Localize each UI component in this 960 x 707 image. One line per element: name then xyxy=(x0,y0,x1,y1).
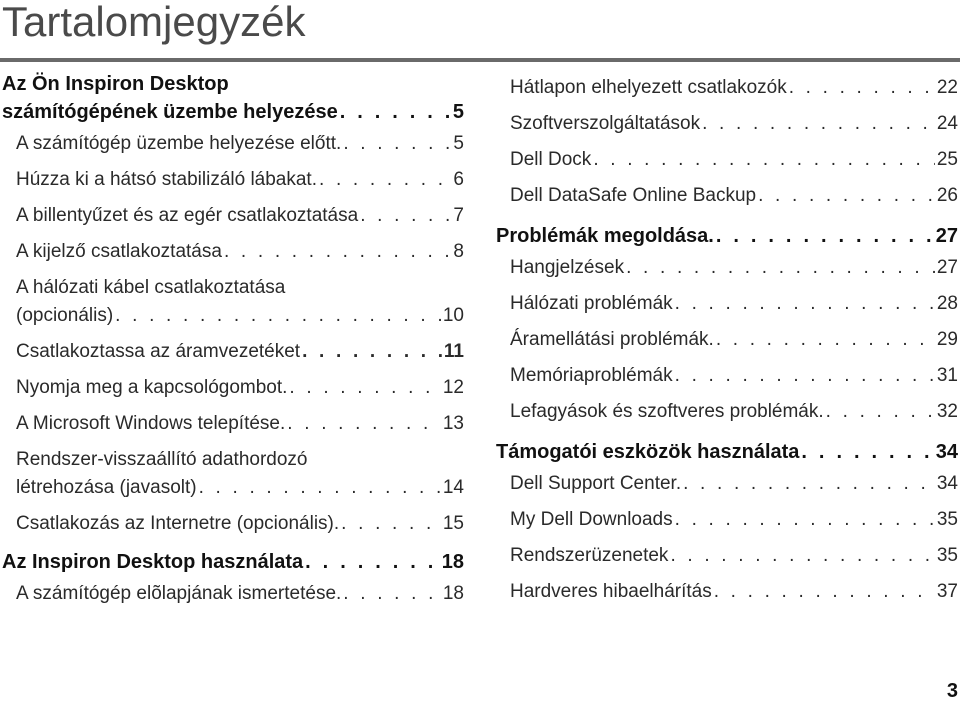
toc-entry[interactable] xyxy=(496,178,958,214)
toc-entry-line xyxy=(16,162,464,198)
toc-page-number: 14 xyxy=(442,477,464,498)
toc-entry-line xyxy=(2,98,464,126)
toc-entry-label: A Microsoft Windows telepítése. xyxy=(16,413,286,434)
toc-page-number: 32 xyxy=(936,401,958,422)
toc-entry[interactable] xyxy=(2,198,464,234)
toc-page-number: 26 xyxy=(936,185,958,206)
toc-entry-line xyxy=(16,234,464,270)
toc-section-entry[interactable] xyxy=(2,70,464,126)
toc-page-number: 18 xyxy=(442,583,464,604)
toc-section-entry[interactable] xyxy=(496,438,958,466)
toc-entry[interactable] xyxy=(2,126,464,162)
toc-entry-label: Az Inspiron Desktop használata xyxy=(2,551,304,573)
toc-entry-line xyxy=(16,474,464,502)
page-title: Tartalomjegyzék xyxy=(2,0,306,45)
toc-page-number: 34 xyxy=(935,441,958,463)
page-number: 3 xyxy=(946,680,958,702)
dot-leader xyxy=(626,250,935,286)
dot-leader xyxy=(115,302,441,330)
toc-entry-line xyxy=(510,502,958,538)
toc-entry-label: létrehozása (javasolt) xyxy=(16,477,197,498)
toc-entry-line xyxy=(16,406,464,442)
toc-entry-label: számítógépének üzembe helyezése xyxy=(2,101,338,123)
dot-leader xyxy=(789,70,935,106)
toc-entry[interactable] xyxy=(496,322,958,358)
dot-leader xyxy=(341,506,441,542)
toc-entry-line xyxy=(510,574,958,610)
toc-entry-line xyxy=(16,370,464,406)
toc-entry[interactable] xyxy=(2,442,464,506)
toc-entry-line-wrapped xyxy=(16,446,464,474)
dot-leader xyxy=(758,178,935,214)
toc-entry-line xyxy=(16,334,464,370)
toc-page-number: 8 xyxy=(453,241,464,262)
toc-page-number: 13 xyxy=(442,413,464,434)
dot-leader xyxy=(675,286,935,322)
dot-leader xyxy=(801,438,933,466)
toc-entry-line xyxy=(510,106,958,142)
toc-entry-line xyxy=(510,394,958,430)
toc-section-entry[interactable] xyxy=(2,548,464,576)
dot-leader xyxy=(287,406,441,442)
toc-page-number: 5 xyxy=(452,101,464,123)
dot-leader xyxy=(224,234,451,270)
toc-page-number: 29 xyxy=(936,329,958,350)
toc-page-number: 7 xyxy=(453,205,464,226)
toc-page-number: 31 xyxy=(936,365,958,386)
toc-entry-label: Problémák megoldása. xyxy=(496,225,714,247)
toc-entry[interactable] xyxy=(2,506,464,542)
toc-entry-label: Rendszerüzenetek xyxy=(510,545,669,566)
dot-leader xyxy=(675,358,935,394)
toc-entry-label: Dell DataSafe Online Backup xyxy=(510,185,757,206)
dot-leader xyxy=(826,394,935,430)
toc-entry-line xyxy=(510,178,958,214)
toc-page-number: 25 xyxy=(936,149,958,170)
toc-entry[interactable] xyxy=(2,270,464,334)
toc-page-number: 5 xyxy=(453,133,464,154)
toc-entry[interactable] xyxy=(496,106,958,142)
toc-entry[interactable] xyxy=(2,406,464,442)
toc-entry-label: Lefagyások és szoftveres problémák. xyxy=(510,401,824,422)
toc-entry[interactable] xyxy=(496,466,958,502)
toc-entry-label: Támogatói eszközök használata xyxy=(496,441,800,463)
toc-entry-line-wrapped xyxy=(16,274,464,302)
toc-entry[interactable] xyxy=(2,234,464,270)
dot-leader xyxy=(289,370,440,406)
toc-page-number: 12 xyxy=(442,377,464,398)
toc-entry-line xyxy=(496,222,958,250)
toc-entry-label: Hálózati problémák xyxy=(510,293,673,314)
toc-entry-line xyxy=(510,70,958,106)
dot-leader xyxy=(714,574,935,610)
toc-entry-line xyxy=(510,142,958,178)
toc-entry[interactable] xyxy=(496,538,958,574)
dot-leader xyxy=(716,222,934,250)
toc-entry-label: Hardveres hibaelhárítás xyxy=(510,581,712,602)
toc-page-number: 11 xyxy=(443,341,464,362)
toc-entry[interactable] xyxy=(2,576,464,612)
toc-entry-line xyxy=(510,538,958,574)
toc-entry-line xyxy=(510,322,958,358)
toc-entry-label: A számítógép elõlapjának ismertetése. xyxy=(16,583,342,604)
toc-entry[interactable] xyxy=(496,574,958,610)
toc-entry-label: A kijelző csatlakoztatása xyxy=(16,241,222,262)
dot-leader xyxy=(302,334,442,370)
toc-page-number: 37 xyxy=(936,581,958,602)
toc-page-number: 27 xyxy=(936,257,958,278)
toc-left-column xyxy=(2,70,464,612)
dot-leader xyxy=(702,106,935,142)
toc-entry[interactable] xyxy=(496,358,958,394)
dot-leader xyxy=(675,502,935,538)
toc-entry[interactable] xyxy=(496,394,958,430)
toc-entry-label: My Dell Downloads xyxy=(510,509,673,530)
toc-entry[interactable] xyxy=(496,286,958,322)
toc-page-number: 22 xyxy=(936,77,958,98)
toc-entry-label: Az Ön Inspiron Desktop xyxy=(2,73,229,95)
toc-entry-label: Nyomja meg a kapcsológombot. xyxy=(16,377,288,398)
toc-page-number: 24 xyxy=(936,113,958,134)
toc-page-number: 27 xyxy=(935,225,958,247)
toc-entry-line xyxy=(510,250,958,286)
toc-entry-label: Rendszer-visszaállító adathordozó xyxy=(16,449,308,470)
toc-entry-label: Szoftverszolgáltatások xyxy=(510,113,701,134)
toc-page-number: 15 xyxy=(442,513,464,534)
toc-entry-label: A billentyűzet és az egér csatlakoztatása xyxy=(16,205,359,226)
dot-leader xyxy=(670,538,934,574)
toc-entry-line xyxy=(16,198,464,234)
toc-entry[interactable] xyxy=(496,142,958,178)
toc-entry-label: A számítógép üzembe helyezése előtt. xyxy=(16,133,342,154)
toc-entry-label: Csatlakozás az Internetre (opcionális). xyxy=(16,513,340,534)
toc-entry-label: Csatlakoztassa az áramvezetéket xyxy=(16,341,301,362)
dot-leader xyxy=(343,126,451,162)
dot-leader xyxy=(340,98,451,126)
toc-entry[interactable] xyxy=(496,502,958,538)
toc-entry-line xyxy=(16,302,464,330)
toc-entry-line xyxy=(16,126,464,162)
toc-entry-label: Dell Support Center. xyxy=(510,473,682,494)
toc-entry-line-wrapped xyxy=(2,70,464,98)
toc-page-number: 35 xyxy=(936,509,958,530)
toc-entry[interactable] xyxy=(496,250,958,286)
toc-entry-line xyxy=(510,358,958,394)
toc-page-number: 34 xyxy=(936,473,958,494)
toc-entry-line xyxy=(496,438,958,466)
toc-entry-label: Hátlapon elhelyezett csatlakozók xyxy=(510,77,787,98)
toc-entry-line xyxy=(16,576,464,612)
dot-leader xyxy=(343,576,441,612)
toc-entry[interactable] xyxy=(2,370,464,406)
toc-section-entry[interactable] xyxy=(496,222,958,250)
toc-entry[interactable] xyxy=(2,162,464,198)
toc-page-number: 28 xyxy=(936,293,958,314)
toc-entry-label: A hálózati kábel csatlakoztatása xyxy=(16,277,286,298)
toc-entry[interactable] xyxy=(496,70,958,106)
toc-entry-label: Húzza ki a hátsó stabilizáló lábakat. xyxy=(16,169,317,190)
toc-entry-label: Dell Dock xyxy=(510,149,592,170)
toc-entry-line xyxy=(510,466,958,502)
toc-page-number: 10 xyxy=(442,305,464,326)
toc-entry-label: Hangjelzések xyxy=(510,257,625,278)
dot-leader xyxy=(199,474,441,502)
title-divider xyxy=(0,58,960,62)
dot-leader xyxy=(593,142,935,178)
toc-entry-line xyxy=(510,286,958,322)
toc-page-number: 6 xyxy=(453,169,464,190)
toc-entry-label: Áramellátási problémák. xyxy=(510,329,714,350)
toc-right-column xyxy=(496,70,958,610)
toc-page-number: 18 xyxy=(441,551,464,573)
dot-leader xyxy=(360,198,451,234)
toc-entry-label: (opcionális) xyxy=(16,305,114,326)
dot-leader xyxy=(683,466,935,502)
toc-entry-line xyxy=(16,506,464,542)
toc-entry[interactable] xyxy=(2,334,464,370)
dot-leader xyxy=(716,322,935,358)
toc-page-number: 35 xyxy=(936,545,958,566)
toc-entry-line xyxy=(2,548,464,576)
dot-leader xyxy=(305,548,440,576)
dot-leader xyxy=(319,162,451,198)
toc-entry-label: Memóriaproblémák xyxy=(510,365,673,386)
